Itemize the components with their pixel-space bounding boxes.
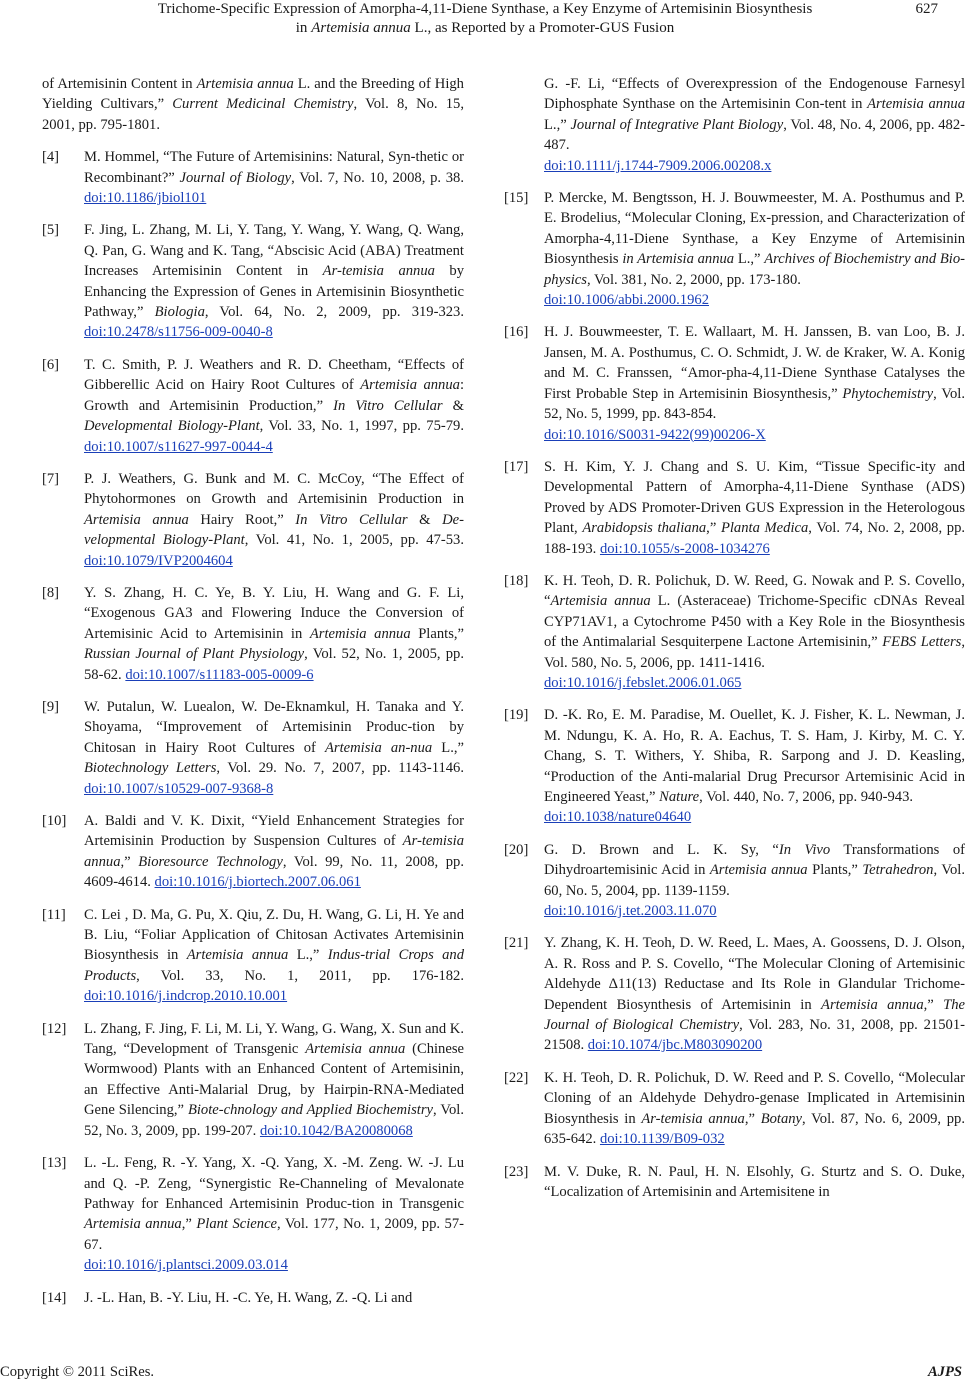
reference-text: K. H. Teoh, D. R. Polichuk, D. W. Reed and P. S. Covello, “Molecular Cloning of an Aldehyde Dehydro-genase Implicated in Artemisinin Biosynthesis in Ar-temisia annua,” Botany, Vol. 87, No. 6, 2009, pp. 635-642. bbox=[544, 1069, 966, 1148]
reference-continuation bbox=[42, 74, 464, 135]
header-title-line1: Trichome-Specific Expression of Amorpha-4,11-Diene Synthase, a Key Enzyme of Artemisinin Biosynthesis bbox=[157, 1, 813, 17]
reference-entry bbox=[504, 457, 965, 559]
reference-number: [14] bbox=[42, 1289, 67, 1306]
reference-number: [20] bbox=[504, 841, 529, 858]
doi-link[interactable]: doi:10.1038/nature04640 bbox=[544, 809, 692, 826]
reference-text: K. H. Teoh, D. R. Polichuk, D. W. Reed, G. Nowak and P. S. Covello, “Artemisia annua L. (Asteraceae) Trichome-Specific cDNAs Reveal CYP71AV1, a Cytochrome P450 with a Key Role in the Biosynthesis of the Antimalarial Sesquiterpene Lactone Artemisinin,” FEBS Letters, Vol. 580, No. 5, 2006, pp. 1411-1416. bbox=[544, 572, 965, 671]
reference-text: P. Mercke, M. Bengtsson, H. J. Bouwmeester, M. A. Posthumus and P. E. Brodelius, “Molecular Cloning, Ex-pression, and Characterization of Amorpha-4,11-Diene Synthase, a Key Enzyme of Artemisinin Biosynthesis in Artemisia annua L.,” Archives of Biochemistry and Bio-physics, Vol. 381, No. 2, 2000, pp. 173-180. bbox=[544, 190, 965, 288]
doi-link[interactable]: doi:10.1007/s10529-007-9368-8 bbox=[84, 780, 274, 797]
reference-number: [18] bbox=[504, 572, 529, 589]
reference-entry bbox=[42, 1288, 464, 1308]
reference-number: [9] bbox=[42, 698, 60, 715]
journal-abbrev: AJPS bbox=[927, 1364, 962, 1380]
reference-text: H. J. Bouwmeester, T. E. Wallaart, M. H. Janssen, B. van Loo, B. J. Jansen, M. A. Posthumus, C. O. Schmidt, J. W. de Kraker, W. A. Konig and M. C. Franssen, “Amor-pha-4,11-Diene Synthase Catalyses the First Probable Step in Artemisinin Biosynthesis,” Phytochemistry, Vol. 52, No. 5, 1999, pp. 843-854. bbox=[544, 324, 965, 423]
reference-entry bbox=[42, 583, 464, 685]
doi-link[interactable]: doi:10.1016/j.plantsci.2009.03.014 bbox=[84, 1257, 288, 1274]
reference-text: of Artemisinin Content in Artemisia annua L. and the Breeding of High Yielding Cultivars,” Current Medicinal Chemistry, Vol. 8, No. 15, 2001, pp. 795-1801. bbox=[42, 76, 464, 133]
doi-link[interactable]: doi:10.1042/BA20080068 bbox=[259, 1122, 413, 1139]
doi-link[interactable]: doi:10.1186/jbiol101 bbox=[84, 190, 207, 207]
reference-text: G. -F. Li, “Effects of Overexpression of the Endogenouse Farnesyl Diphosphate Synthase on the Artemisinin Con-tent in Artemisia annua L.,” Journal of Integrative Plant Biology, Vol. 48, No. 4, 2006, pp. 482-487. bbox=[544, 76, 965, 154]
right-column bbox=[504, 74, 965, 1214]
reference-entry bbox=[42, 1019, 464, 1141]
page-number: 627 bbox=[915, 1, 938, 17]
reference-text: M. V. Duke, R. N. Paul, H. N. Elsohly, G. Sturtz and S. O. Duke, “Localization of Artemisinin and Artemisitene in bbox=[544, 1163, 965, 1200]
reference-text: W. Putalun, W. Luealon, W. De-Eknamkul, H. Tanaka and Y. Shoyama, “Improvement of Artemisinin Produc-tion by Chitosan in Hairy Root Cultures of Artemisia an-nua L.,” Biotechnology Letters, Vol. 29. No. 7, 2007, pp. 1143-1146. bbox=[84, 698, 464, 777]
doi-link[interactable]: doi:10.1007/s11183-005-0009-6 bbox=[125, 666, 314, 683]
reference-text: F. Jing, L. Zhang, M. Li, Y. Tang, Y. Wang, Y. Wang, Q. Wang, Q. Pan, G. Wang and K. Tang, “Abscisic Acid (ABA) Treatment Increases Artemisinin Content in Ar-temisia annua by Enhancing the Expression of Genes in Artemisinin Biosynthetic Pathway,” Biologia, Vol. 64, No. 2, 2009, pp. 319-323. bbox=[84, 222, 465, 321]
reference-entry bbox=[42, 220, 464, 342]
reference-number: [4] bbox=[42, 149, 60, 166]
reference-entry bbox=[42, 1153, 464, 1275]
reference-number: [23] bbox=[504, 1163, 529, 1180]
reference-entry bbox=[42, 355, 464, 457]
reference-number: [17] bbox=[504, 458, 529, 475]
reference-text: Y. Zhang, K. H. Teoh, D. W. Reed, L. Maes, A. Goossens, D. J. Olson, A. R. Ross and P. S. Covello, “The Molecular Cloning of Artemisinic Aldehyde Δ11(13) Reductase and Its Role in Glandular Trichome-Dependent Biosynthesis of Artemisinin in Artemisia annua,” The Journal of Biological Chemistry, Vol. 283, No. 31, 2008, pp. 21501-21508. bbox=[544, 935, 965, 1054]
reference-entry bbox=[42, 811, 464, 893]
reference-text: T. C. Smith, P. J. Weathers and R. D. Cheetham, “Effects of Gibberellic Acid on Hairy Root Cultures of Artemisia annua: Growth and Artemisinin Production,” In Vitro Cellular & Developmental Biology-Plant, Vol. 33, No. 1, 1997, pp. 75-79. bbox=[84, 356, 464, 435]
reference-number: [12] bbox=[42, 1020, 67, 1037]
reference-entry bbox=[42, 905, 464, 1007]
doi-link[interactable]: doi:10.1139/B09-032 bbox=[599, 1131, 725, 1148]
reference-text: L. -L. Feng, R. -Y. Yang, X. -Q. Yang, X. -M. Zeng. W. -J. Lu and Q. -P. Zeng, “Synergistic Re-Channeling of Mevalonate Pathway for Enhanced Artemisinin Produc-tion in Transgenic Artemisia annua,” Plant Science, Vol. 177, No. 1, 2009, pp. 57-67. bbox=[84, 1155, 464, 1253]
doi-link[interactable]: doi:10.1006/abbi.2000.1962 bbox=[544, 292, 709, 309]
reference-text: M. Hommel, “The Future of Artemisinins: Natural, Syn-thetic or Recombinant?” Journal of Biology, Vol. 7, No. 10, 2008, p. 38. bbox=[84, 149, 464, 186]
reference-entry bbox=[504, 571, 965, 693]
doi-link[interactable]: doi:10.1016/j.indcrop.2010.10.001 bbox=[84, 988, 288, 1005]
reference-entry bbox=[42, 147, 464, 208]
reference-entry bbox=[504, 840, 965, 922]
doi-link[interactable]: doi:10.1016/j.tet.2003.11.070 bbox=[544, 903, 717, 920]
reference-number: [7] bbox=[42, 470, 60, 487]
running-header bbox=[0, 0, 970, 42]
left-column bbox=[42, 74, 464, 1320]
reference-text: Y. S. Zhang, H. C. Ye, B. Y. Liu, H. Wang and G. F. Li, “Exogenous GA3 and Flowering Induce the Conversion of Artemisinic Acid to Artemisinin in Artemisia annua Plants,” Russian Journal of Plant Physiology, Vol. 52, No. 1, 2005, pp. 58-62. bbox=[84, 584, 464, 683]
doi-link[interactable]: doi:10.2478/s11756-009-0040-8 bbox=[84, 324, 273, 341]
reference-text: A. Baldi and V. K. Dixit, “Yield Enhancement Strategies for Artemisinin Production by Suspension Cultures of Ar-temisia annua,” Bioresource Technology, Vol. 99, No. 11, 2008, pp. 4609-4614. bbox=[84, 813, 464, 891]
reference-entry bbox=[504, 1068, 965, 1150]
doi-link[interactable]: doi:10.1055/s-2008-1034276 bbox=[599, 540, 770, 557]
reference-number: [8] bbox=[42, 584, 60, 601]
doi-link[interactable]: doi:10.1016/S0031-9422(99)00206-X bbox=[544, 426, 766, 443]
doi-link[interactable]: doi:10.1007/s11627-997-0044-4 bbox=[84, 438, 273, 455]
reference-text: D. -K. Ro, E. M. Paradise, M. Ouellet, K. J. Fisher, K. L. Newman, J. M. Ndungu, K. A. Ho, R. A. Eachus, T. S. Ham, J. Kirby, M. C. Y. Chang, S. T. Withers, Y. Shiba, R. Sarpong and J. D. Keasling, “Production of the Anti-malarial Drug Precursor Artemisinic Acid in Engineered Yeast,” Nature, Vol. 440, No. 7, 2006, pp. 940-943. bbox=[544, 707, 965, 805]
reference-entry bbox=[42, 697, 464, 799]
reference-text: L. Zhang, F. Jing, F. Li, M. Li, Y. Wang, G. Wang, X. Sun and K. Tang, “Development of Transgenic Artemisia annua (Chinese Wormwood) Plants with an Enhanced Content of Artemisinin, an Effective Anti-Malarial Drug, by Hairpin-RNA-Mediated Gene Silencing,” Biote-chnology and Applied Biochemistry, Vol. 52, No. 3, 2009, pp. 199-207. bbox=[84, 1020, 464, 1139]
header-title-line2: in Artemisia annua L., as Reported by a Promoter-GUS Fusion bbox=[295, 20, 675, 36]
reference-number: [21] bbox=[504, 935, 529, 952]
copyright-text: Copyright © 2011 SciRes. bbox=[0, 1364, 155, 1380]
reference-entry bbox=[42, 469, 464, 571]
reference-number: [6] bbox=[42, 356, 60, 373]
reference-number: [5] bbox=[42, 222, 60, 239]
reference-text: P. J. Weathers, G. Bunk and M. C. McCoy, “The Effect of Phytohormones on Growth and Artemisinin Production in Artemisia annua Hairy Root,” In Vitro Cellular & De-velopmental Biology-Plant, Vol. 41, No. 1, 2005, pp. 47-53. bbox=[84, 470, 464, 549]
reference-number: [15] bbox=[504, 190, 529, 207]
reference-number: [19] bbox=[504, 707, 529, 724]
reference-number: [10] bbox=[42, 813, 67, 829]
reference-text: C. Lei , D. Ma, G. Pu, X. Qiu, Z. Du, H. Wang, G. Li, H. Ye and B. Liu, “Foliar Application of Chitosan Activates Artemisinin Biosynthesis in Artemisia annua L.,” Indus-trial Crops and Products, Vol. 33, No. 1, 2011, pp. 176-182. bbox=[84, 906, 465, 984]
reference-number: [22] bbox=[504, 1069, 529, 1086]
doi-link[interactable]: doi:10.1111/j.1744-7909.2006.00208.x bbox=[544, 157, 772, 174]
doi-link[interactable]: doi:10.1079/IVP2004604 bbox=[84, 552, 233, 569]
reference-text: J. -L. Han, B. -Y. Liu, H. -C. Ye, H. Wang, Z. -Q. Li and bbox=[84, 1289, 413, 1306]
reference-entry bbox=[504, 933, 965, 1055]
reference-entry bbox=[504, 1162, 965, 1203]
doi-link[interactable]: doi:10.1016/j.febslet.2006.01.065 bbox=[544, 674, 742, 691]
doi-link[interactable]: doi:10.1074/jbc.M803090200 bbox=[587, 1037, 763, 1054]
reference-text: G. D. Brown and L. K. Sy, “In Vivo Transformations of Dihydroartemisinic Acid in Artemisia annua Plants,” Tetrahedron, Vol. 60, No. 5, 2004, pp. 1139-1159. bbox=[544, 841, 966, 899]
reference-entry bbox=[504, 322, 965, 444]
doi-link[interactable]: doi:10.1016/j.biortech.2007.06.061 bbox=[154, 874, 361, 891]
reference-text: S. H. Kim, Y. J. Chang and S. U. Kim, “Tissue Specific-ity and Developmental Pattern of Amorpha-4,11-Diene Synthase (ADS) Proved by ADS Promoter-Driven GUS Expression in the Heterologous Plant, Arabidopsis thaliana,” Planta Medica, Vol. 74, No. 2, 2008, pp. 188-193. bbox=[544, 458, 966, 557]
reference-entry bbox=[504, 188, 965, 310]
reference-number: [13] bbox=[42, 1155, 67, 1172]
reference-entry bbox=[504, 705, 965, 827]
reference-number: [16] bbox=[504, 324, 529, 341]
reference-number: [11] bbox=[42, 906, 66, 923]
reference-continuation bbox=[504, 74, 965, 176]
